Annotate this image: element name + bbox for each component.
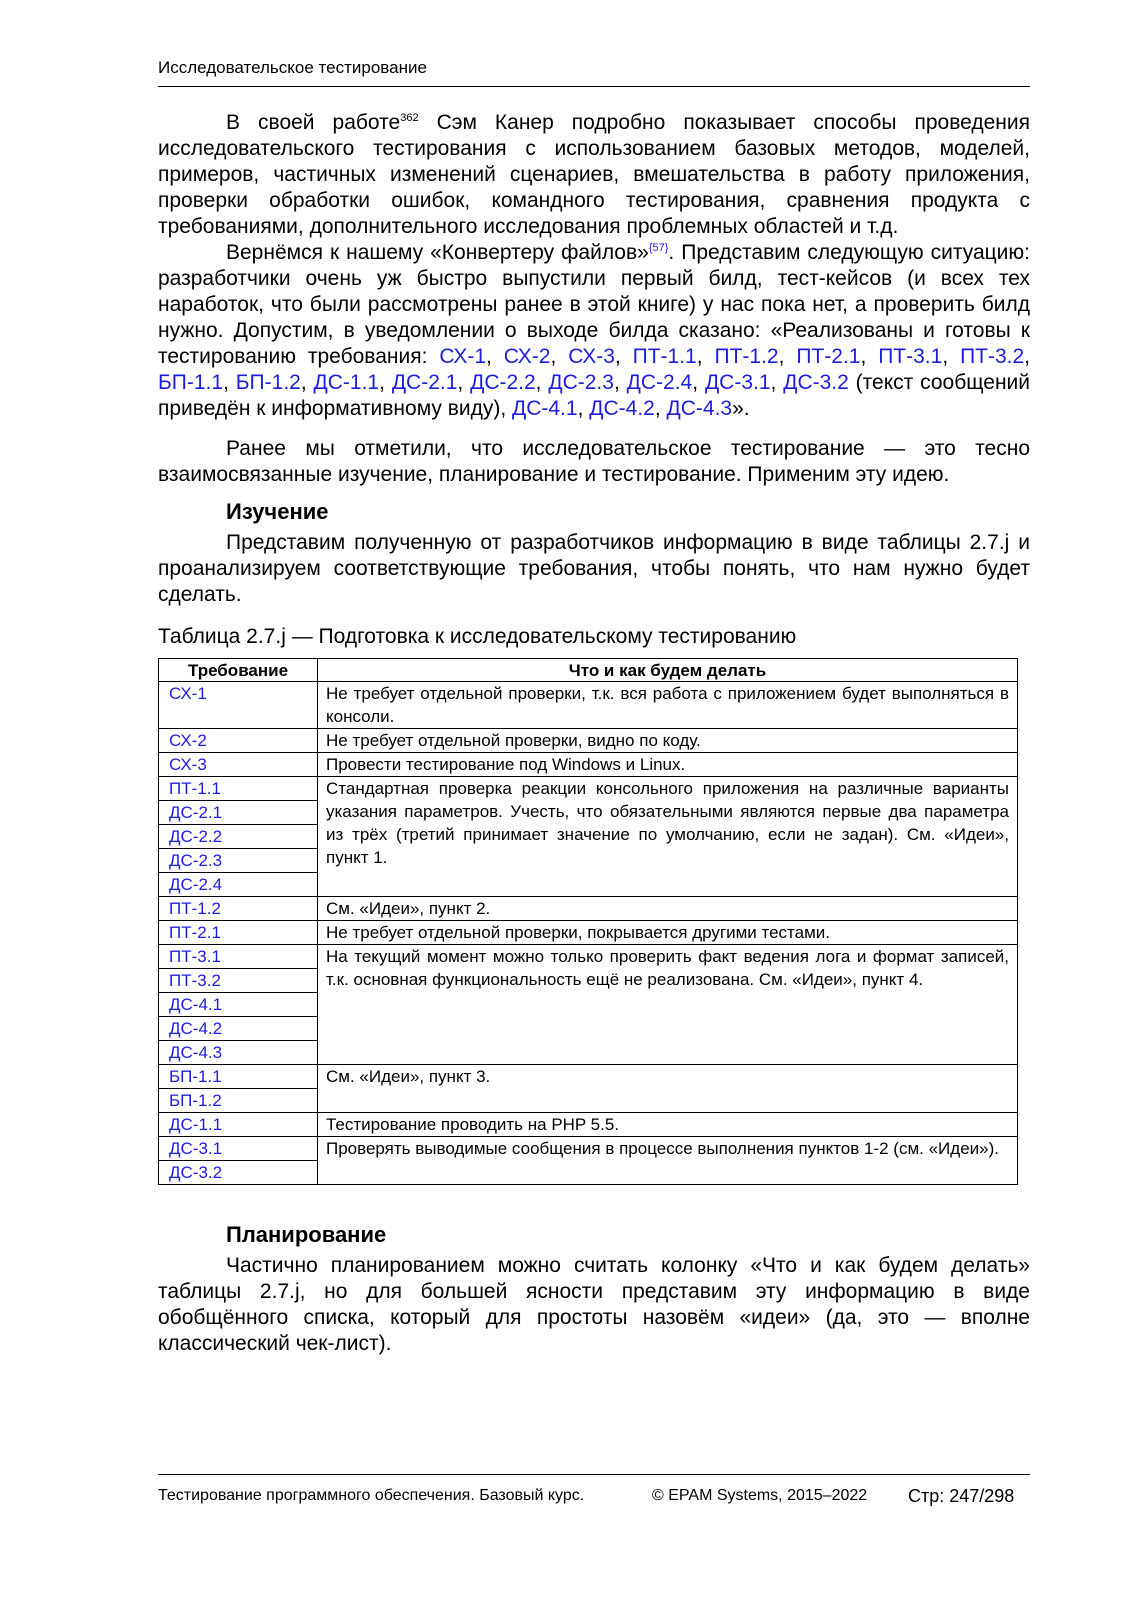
requirement-id-link[interactable]: СХ-2 [159,729,318,753]
section-heading-planning: Планирование [226,1222,387,1247]
paragraph-intro [158,110,1030,240]
paragraph-table-intro: Представим полученную от разработчиков информацию в виде таблицы 2.7.j и проанализируем соответствующие требования, чтобы понять, что нам нужно будет сделать. [158,531,1030,606]
requirement-links-list-2: ДС-4.1, ДС-4.2, ДС-4.3 [512,397,733,420]
table-row [159,945,1018,969]
requirement-id-link[interactable]: ПТ-2.1 [159,921,318,945]
requirement-id-link[interactable]: ПТ-3.2 [159,969,318,993]
requirement-link[interactable]: ДС-4.2 [589,397,655,420]
requirement-links-list: СХ-1, СХ-2, СХ-3, ПТ-1.1, ПТ-1.2, ПТ-2.1, ПТ-3.1, ПТ-3.2, БП-1.1, БП-1.2, ДС-1.1, ДС-2.1, ДС-2.2, ДС-2.3, ДС-2.4, ДС-3.1, ДС-3.2 [158,345,1031,394]
table-row [159,753,1018,777]
table-row [159,1137,1018,1161]
requirement-id-link[interactable]: ДС-2.2 [159,825,318,849]
requirement-id-link[interactable]: ДС-1.1 [159,1113,318,1137]
requirement-link[interactable]: ПТ-2.1 [796,345,861,368]
page-content [158,110,1030,1357]
paragraph-intro-text-b: Сэм Канер подробно показывает способы проведения исследовательского тестирования с использованием базовых методов, моделей, примеров, частичных изменений сценариев, вмешательства в работу приложения, проверки обработки ошибок, командного тестирования, сравнения продукта с требованиями, дополнительного исследования проблемных областей и т.д. [158,111,1030,238]
requirement-link[interactable]: СХ-1 [439,345,487,368]
requirement-action-cell: Тестирование проводить на PHP 5.5. [318,1113,1018,1137]
requirement-id-link[interactable]: ДС-4.2 [159,1017,318,1041]
requirement-id-link[interactable]: ПТ-1.1 [159,777,318,801]
requirement-id-link[interactable]: СХ-1 [159,682,318,729]
requirement-action-cell: Не требует отдельной проверки, т.к. вся работа с приложением будет выполняться в консоли. [318,682,1018,729]
requirement-id-link[interactable]: ДС-4.3 [159,1041,318,1065]
requirement-id-link[interactable]: СХ-3 [159,753,318,777]
paragraph-intro-text-a: В своей работе [226,111,401,134]
paragraph-scenario [158,240,1030,422]
requirement-link[interactable]: ДС-2.2 [470,371,536,394]
paragraph-scenario-text-b: . Представим следующую ситуацию: разработчики очень уж быстро выпустили первый билд, тест-кейсов (и всех тех наработок, что были рассмотрены ранее в этой книге) у нас пока нет, а проверить билд нужно. Допустим, в уведомлении о выходе билда сказано: «Реализованы и готовы к тестированию требования: [158,241,1031,368]
header-title: Исследовательское тестирование [158,58,427,77]
page-footer [158,1474,1030,1507]
requirement-link[interactable]: ДС-4.1 [512,397,578,420]
requirement-link[interactable]: ДС-2.4 [626,371,693,394]
requirement-link[interactable]: ДС-1.1 [313,371,380,394]
table-row [159,897,1018,921]
requirement-link[interactable]: ПТ-3.2 [960,345,1025,368]
requirement-link[interactable]: ПТ-3.1 [878,345,943,368]
table-row [159,1113,1018,1137]
requirement-link[interactable]: БП-1.1 [158,371,224,394]
column-header-action: Что и как будем делать [318,659,1018,682]
requirement-link[interactable]: ПТ-1.2 [714,345,779,368]
requirement-link[interactable]: СХ-3 [568,345,615,368]
table-header-row [159,659,1018,682]
requirement-link[interactable]: СХ-2 [503,345,551,368]
requirement-id-link[interactable]: ДС-4.1 [159,993,318,1017]
footnote-ref[interactable]: 362 [400,112,419,124]
requirement-action-cell: Стандартная проверка реакции консольного приложения на различные варианты указания параметров. Учесть, что обязательными являются первые два параметра из трёх (третий принимает значение по умолчанию, если не задан). См. «Идеи», пункт 1. [318,777,1018,897]
requirement-id-link[interactable]: ДС-2.4 [159,873,318,897]
table-row [159,682,1018,729]
requirement-id-link[interactable]: ДС-3.2 [159,1161,318,1185]
requirement-id-link[interactable]: ДС-2.1 [159,801,318,825]
paragraph-scenario-text-a: Вернёмся к нашему «Конвертеру файлов» [226,241,649,264]
requirement-link[interactable]: ДС-3.2 [783,371,849,394]
requirement-action-cell: Не требует отдельной проверки, покрывается другими тестами. [318,921,1018,945]
paragraph-scenario-text-d: ». [732,397,750,420]
table-caption: Таблица 2.7.j — Подготовка к исследовательскому тестированию [158,625,797,648]
table-row [159,777,1018,801]
table-body [159,682,1018,1185]
paragraph-idea: Ранее мы отметили, что исследовательское тестирование — это тесно взаимосвязанные изучение, планирование и тестирование. Применим эту идею. [158,437,1030,486]
requirement-action-cell: Проверять выводимые сообщения в процессе выполнения пунктов 1-2 (см. «Идеи»). [318,1137,1018,1185]
requirement-link[interactable]: ПТ-1.1 [632,345,697,368]
table-row [159,921,1018,945]
column-header-requirement: Требование [159,659,318,682]
requirement-id-link[interactable]: БП-1.1 [159,1065,318,1089]
requirement-action-cell: См. «Идеи», пункт 3. [318,1065,1018,1113]
footer-copyright: © EPAM Systems, 2015–2022 [652,1487,868,1504]
requirement-id-link[interactable]: ДС-3.1 [159,1137,318,1161]
requirement-action-cell: Не требует отдельной проверки, видно по коду. [318,729,1018,753]
footer-book-title: Тестирование программного обеспечения. Базовый курс. [158,1487,585,1504]
paragraph-planning: Частично планированием можно считать колонку «Что и как будем делать» таблицы 2.7.j, но для большей ясности представим эту информацию в виде обобщённого списка, который для простоты назовём «идеи» (да, это — вполне классический чек-лист). [158,1254,1030,1355]
requirements-table [158,658,1018,1185]
requirement-action-cell: Провести тестирование под Windows и Linux. [318,753,1018,777]
requirement-action-cell: См. «Идеи», пункт 2. [318,897,1018,921]
requirement-link[interactable]: ДС-2.3 [548,371,614,394]
paragraph-scenario-text-c: (текст сообщений приведён к информативному виду), [158,371,1031,420]
requirement-link[interactable]: ДС-2.1 [391,371,458,394]
requirement-link[interactable]: ДС-3.1 [704,371,771,394]
footer-page-number: Стр: 247/298 [908,1486,1015,1506]
requirement-action-cell: На текущий момент можно только проверить факт ведения лога и формат записей, т.к. основная функциональность ещё не реализована. См. «Идеи», пункт 4. [318,945,1018,1065]
requirement-link[interactable]: ДС-4.3 [666,397,733,420]
requirement-id-link[interactable]: ПТ-3.1 [159,945,318,969]
requirement-id-link[interactable]: ДС-2.3 [159,849,318,873]
page-ref-link[interactable]: {57} [648,242,669,254]
table-row [159,729,1018,753]
requirement-id-link[interactable]: ПТ-1.2 [159,897,318,921]
page-header [158,56,1030,87]
requirement-link[interactable]: БП-1.2 [235,371,301,394]
section-heading-study: Изучение [226,499,329,524]
requirement-id-link[interactable]: БП-1.2 [159,1089,318,1113]
table-row [159,1065,1018,1089]
